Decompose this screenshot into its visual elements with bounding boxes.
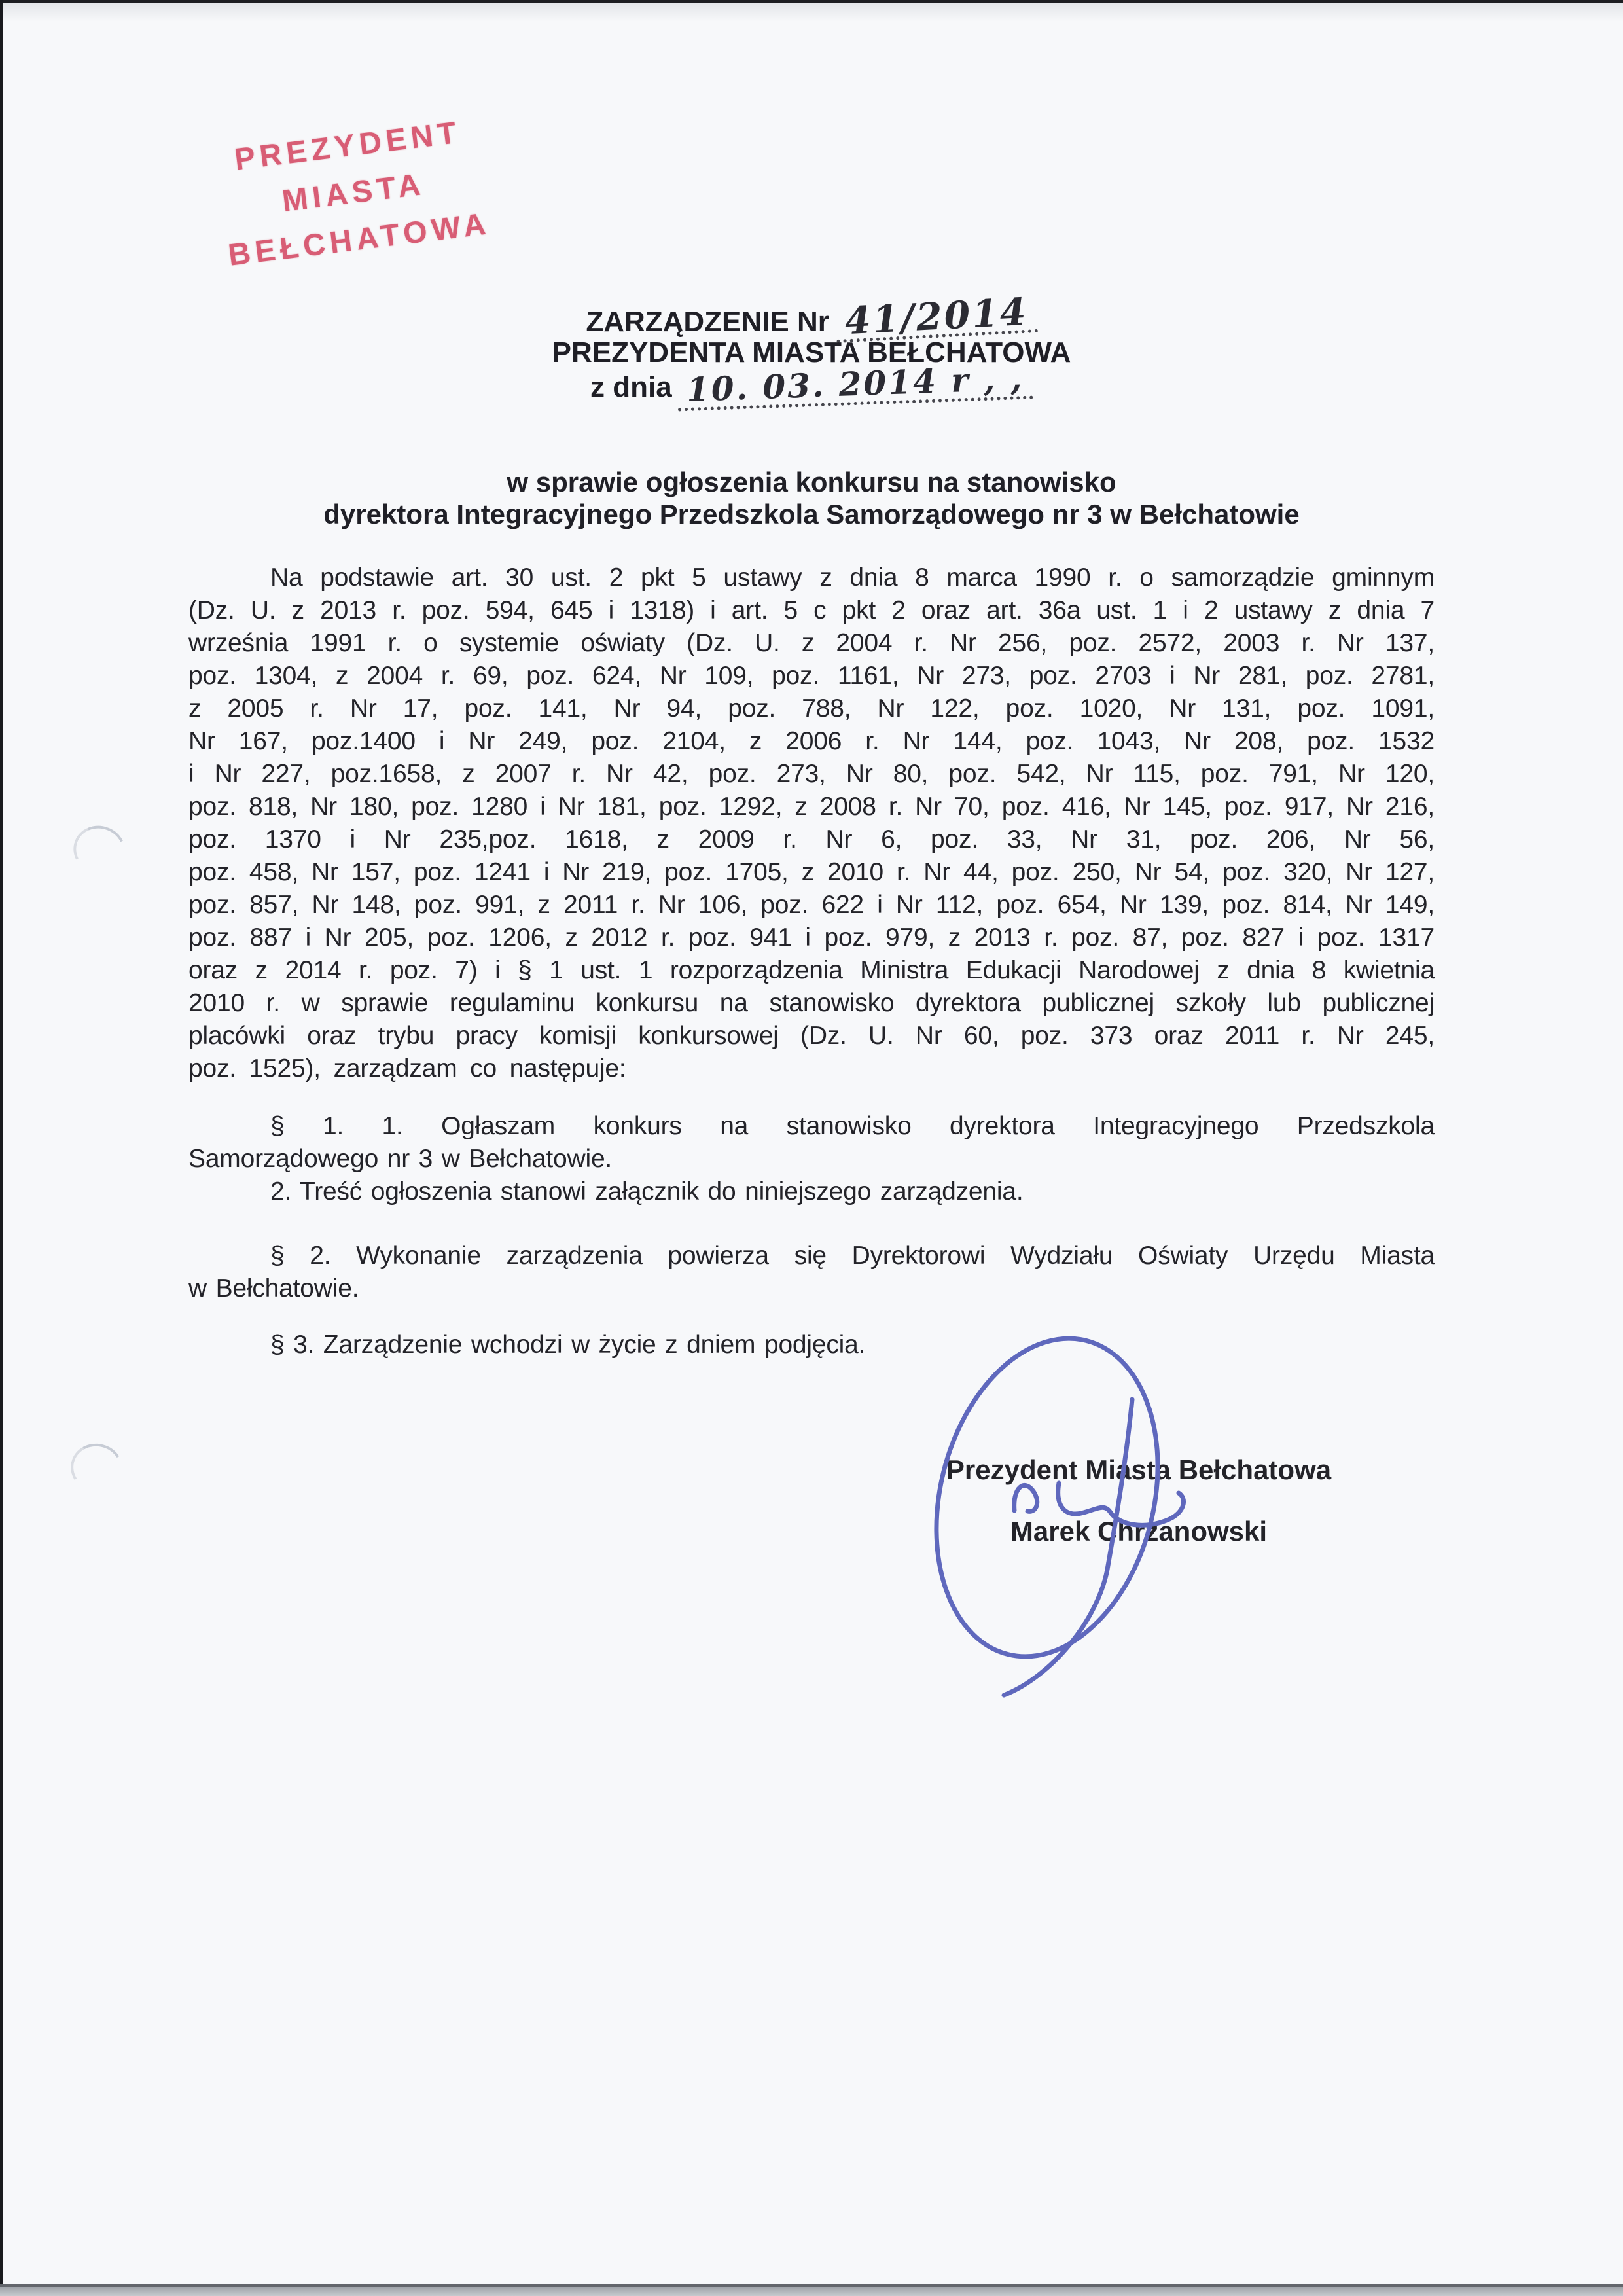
section-1-line-1: § 1. 1. Ogłaszam konkurs na stanowisko dyrektora Integracyjnego Przedszkola [270,1112,1435,1140]
legal-basis-line: poz. 857, Nr 148, poz. 991, z 2011 r. Nr 106, poz. 622 i Nr 112, poz. 654, Nr 139, poz. 814, Nr 149, [188,891,1435,919]
issuer-line: PREZYDENTA MIASTA BEŁCHATOWA [552,336,1071,368]
scan-edge-top-shade [0,3,1623,22]
subject-block [0,466,1623,530]
legal-basis-line: poz. 887 i Nr 205, poz. 1206, z 2012 r. poz. 941 i poz. 979, z 2013 r. poz. 87, poz. 827 i poz. 1317 [188,924,1435,952]
subject-line-2: dyrektora Integracyjnego Przedszkola Samorządowego nr 3 w Bełchatowie [323,499,1300,529]
order-title-block [0,289,1623,414]
section-1 [188,1110,1435,1208]
legal-basis-line: poz. 1525), zarządzam co następuje: [188,1054,626,1083]
order-label: ZARZĄDZENIE Nr [586,306,829,338]
punch-hole-mark [67,819,132,882]
section-3 [188,1329,1435,1361]
date-handwritten: 10. 03. 2014 r , , [677,362,1033,412]
section-3-text: § 3. Zarządzenie wchodzi w życie z dniem podjęcia. [270,1331,866,1359]
signature-tail-stroke [1004,1399,1132,1695]
stamp-line-2: BEŁCHATOWA [226,206,492,272]
legal-basis-line: (Dz. U. z 2013 r. poz. 594, 645 i 1318) i art. 5 c pkt 2 oraz art. 36a ust. 1 i 2 ustawy z dnia 7 [188,596,1435,624]
section-2 [188,1240,1435,1305]
section-2-line-1: § 2. Wykonanie zarządzenia powierza się Dyrektorowi Wydziału Oświaty Urzędu Miasta [270,1242,1435,1270]
section-1-line-2: Samorządowego nr 3 w Bełchatowie. [188,1145,613,1173]
date-label: z dnia [590,371,672,403]
legal-basis-line: poz. 1370 i Nr 235,poz. 1618, z 2009 r. Nr 6, poz. 33, Nr 31, poz. 206, Nr 56, [188,825,1435,853]
section-2-line-2: w Bełchatowie. [188,1274,359,1302]
legal-basis-line: września 1991 r. o systemie oświaty (Dz. U. z 2004 r. Nr 256, poz. 2572, 2003 r. Nr 137, [188,629,1435,657]
signature-name: Marek Chrzanowski [1010,1516,1268,1547]
section-1-item-2: 2. Treść ogłoszenia stanowi załącznik do niniejszego zarządzenia. [270,1177,1024,1206]
office-stamp [189,103,518,282]
legal-basis-line: poz. 458, Nr 157, poz. 1241 i Nr 219, poz. 1705, z 2010 r. Nr 44, poz. 250, Nr 54, poz. 320, Nr 127, [188,858,1435,886]
order-date-row [0,359,1623,409]
punch-hole-mark [65,1438,128,1498]
legal-basis-line: Na podstawie art. 30 ust. 2 pkt 5 ustawy z dnia 8 marca 1990 r. o samorządzie gminnym [270,564,1435,592]
legal-basis-line: i Nr 227, poz.1658, z 2007 r. Nr 42, poz. 273, Nr 80, poz. 542, Nr 115, poz. 791, Nr 120, [188,760,1435,788]
signature-role: Prezydent Miasta Bełchatowa [946,1454,1332,1485]
legal-basis-line: 2010 r. w sprawie regulaminu konkursu na stanowisko dyrektora publicznej szkoły lub publicznej [188,989,1435,1017]
legal-basis-line: z 2005 r. Nr 17, poz. 141, Nr 94, poz. 788, Nr 122, poz. 1020, Nr 131, poz. 1091, [188,694,1435,723]
subject-line-1: w sprawie ogłoszenia konkursu na stanowisko [507,467,1116,497]
legal-basis-line: Nr 167, poz.1400 i Nr 249, poz. 2104, z 2006 r. Nr 144, poz. 1043, Nr 208, poz. 1532 [188,727,1435,755]
legal-basis-line: poz. 1304, z 2004 r. 69, poz. 624, Nr 109, poz. 1161, Nr 273, poz. 2703 i Nr 281, poz. 2781, [188,662,1435,690]
signature-squiggle-left [1014,1485,1037,1511]
scan-edge-bottom-band [0,2287,1623,2296]
legal-basis-line: oraz z 2014 r. poz. 7) i § 1 ust. 1 rozporządzenia Ministra Edukacji Narodowej z dnia 8 kwietnia [188,956,1435,984]
legal-basis-line: poz. 818, Nr 180, poz. 1280 i Nr 181, poz. 1292, z 2008 r. Nr 70, poz. 416, Nr 145, poz. 917, Nr 216, [188,793,1435,821]
signature-loop [904,1322,1190,1680]
order-number-row [0,289,1623,344]
legal-basis-line: placówki oraz trybu pracy komisji konkursowej (Dz. U. Nr 60, poz. 373 oraz 2011 r. Nr 245, [188,1022,1435,1050]
order-number-handwritten: 41/2014 [835,295,1038,343]
legal-basis-paragraph [188,562,1435,1085]
stamp-line-1: PREZYDENT MIASTA [232,114,463,219]
